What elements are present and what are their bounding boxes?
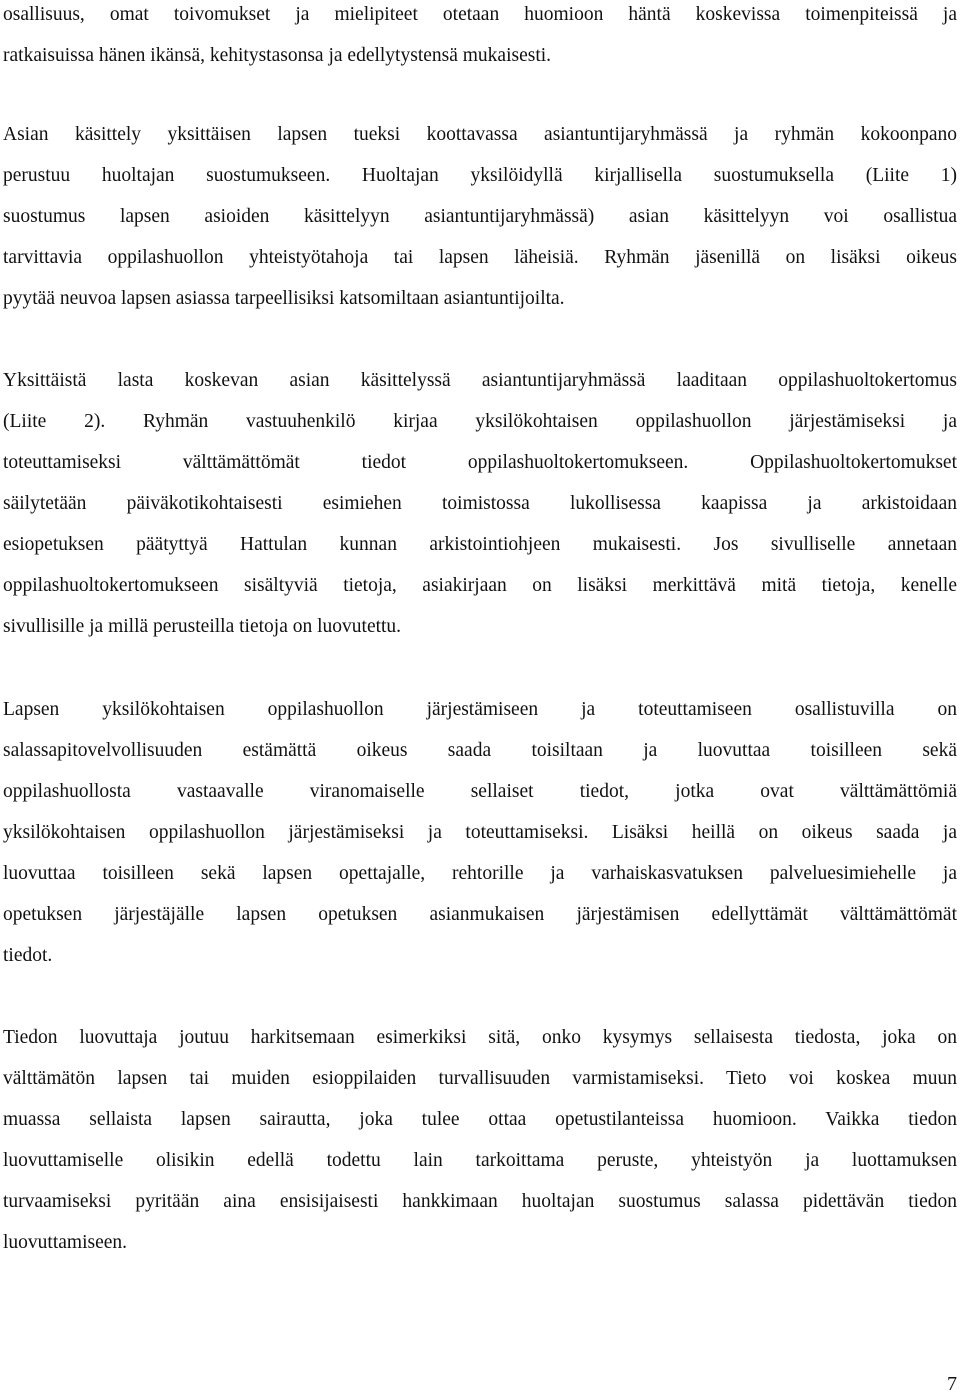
text-line: Yksittäistä lasta koskevan asian käsittelyssä asiantuntijaryhmässä laaditaan oppilashuoltokertomus [3, 370, 957, 391]
text-line: tiedot. [3, 945, 53, 966]
text-line: sivullisille ja millä perusteilla tietoja on luovutettu. [3, 616, 402, 637]
text-line: tarvittavia oppilashuollon yhteistyötahoja tai lapsen läheisiä. Ryhmän jäsenillä on lisäksi oikeus [3, 247, 957, 268]
text-line: suostumus lapsen asioiden käsittelyyn asiantuntijaryhmässä) asian käsittelyyn voi osallistua [3, 206, 957, 227]
text-line: ratkaisuissa hänen ikänsä, kehitystasonsa ja edellytystensä mukaisesti. [3, 45, 552, 66]
text-line: (Liite 2). Ryhmän vastuuhenkilö kirjaa yksilökohtaisen oppilashuollon järjestämiseksi ja [3, 411, 957, 432]
text-line: luovuttamiselle olisikin edellä todettu lain tarkoittama peruste, yhteistyön ja luottamuksen [3, 1150, 957, 1171]
text-line: perustuu huoltajan suostumukseen. Huoltajan yksilöidyllä kirjallisella suostumuksella (Liite 1) [3, 165, 957, 186]
text-line: Lapsen yksilökohtaisen oppilashuollon järjestämiseen ja toteuttamiseen osallistuvilla on [3, 699, 957, 720]
paragraph-4 [3, 689, 957, 976]
paragraph-3 [3, 360, 957, 647]
paragraph-2 [3, 114, 957, 319]
text-line: välttämätön lapsen tai muiden esioppilaiden turvallisuuden varmistamiseksi. Tieto voi koskea muun [3, 1068, 957, 1089]
text-line: oppilashuollosta vastaavalle viranomaiselle sellaiset tiedot, jotka ovat välttämättömiä [3, 781, 957, 802]
text-line: Asian käsittely yksittäisen lapsen tueksi koottavassa asiantuntijaryhmässä ja ryhmän kokoonpano [3, 124, 957, 145]
text-line: esiopetuksen päätyttyä Hattulan kunnan arkistointiohjeen mukaisesti. Jos sivulliselle annetaan [3, 534, 957, 555]
text-line: Tiedon luovuttaja joutuu harkitsemaan esimerkiksi sitä, onko kysymys sellaisesta tiedosta, joka on [3, 1027, 957, 1048]
paragraph-5 [3, 1017, 957, 1263]
text-line: muassa sellaista lapsen sairautta, joka tulee ottaa opetustilanteissa huomioon. Vaikka tiedon [3, 1109, 957, 1130]
text-line: pyytää neuvoa lapsen asiassa tarpeellisiksi katsomiltaan asiantuntijoilta. [3, 288, 565, 309]
text-line: opetuksen järjestäjälle lapsen opetuksen asianmukaisen järjestämisen edellyttämät välttämättömät [3, 904, 957, 925]
text-line: turvaamiseksi pyritään aina ensisijaisesti hankkimaan huoltajan suostumus salassa pidettävän tiedon [3, 1191, 957, 1212]
text-line: osallisuus, omat toivomukset ja mielipiteet otetaan huomioon häntä koskevissa toimenpiteissä ja [3, 4, 957, 25]
text-line: yksilökohtaisen oppilashuollon järjestämiseksi ja toteuttamiseksi. Lisäksi heillä on oikeus saada ja [3, 822, 957, 843]
text-line: salassapitovelvollisuuden estämättä oikeus saada toisiltaan ja luovuttaa toisilleen sekä [3, 740, 957, 761]
text-line: luovuttamiseen. [3, 1232, 128, 1253]
paragraph-1 [3, 0, 957, 76]
page-number: 7 [947, 1373, 957, 1395]
text-line: toteuttamiseksi välttämättömät tiedot oppilashuoltokertomukseen. Oppilashuoltokertomukset [3, 452, 957, 473]
text-line: luovuttaa toisilleen sekä lapsen opettajalle, rehtorille ja varhaiskasvatuksen palveluesimiehelle ja [3, 863, 957, 884]
text-line: säilytetään päiväkotikohtaisesti esimiehen toimistossa lukollisessa kaapissa ja arkistoidaan [3, 493, 957, 514]
text-line: oppilashuoltokertomukseen sisältyviä tietoja, asiakirjaan on lisäksi merkittävä mitä tietoja, kenelle [3, 575, 957, 596]
